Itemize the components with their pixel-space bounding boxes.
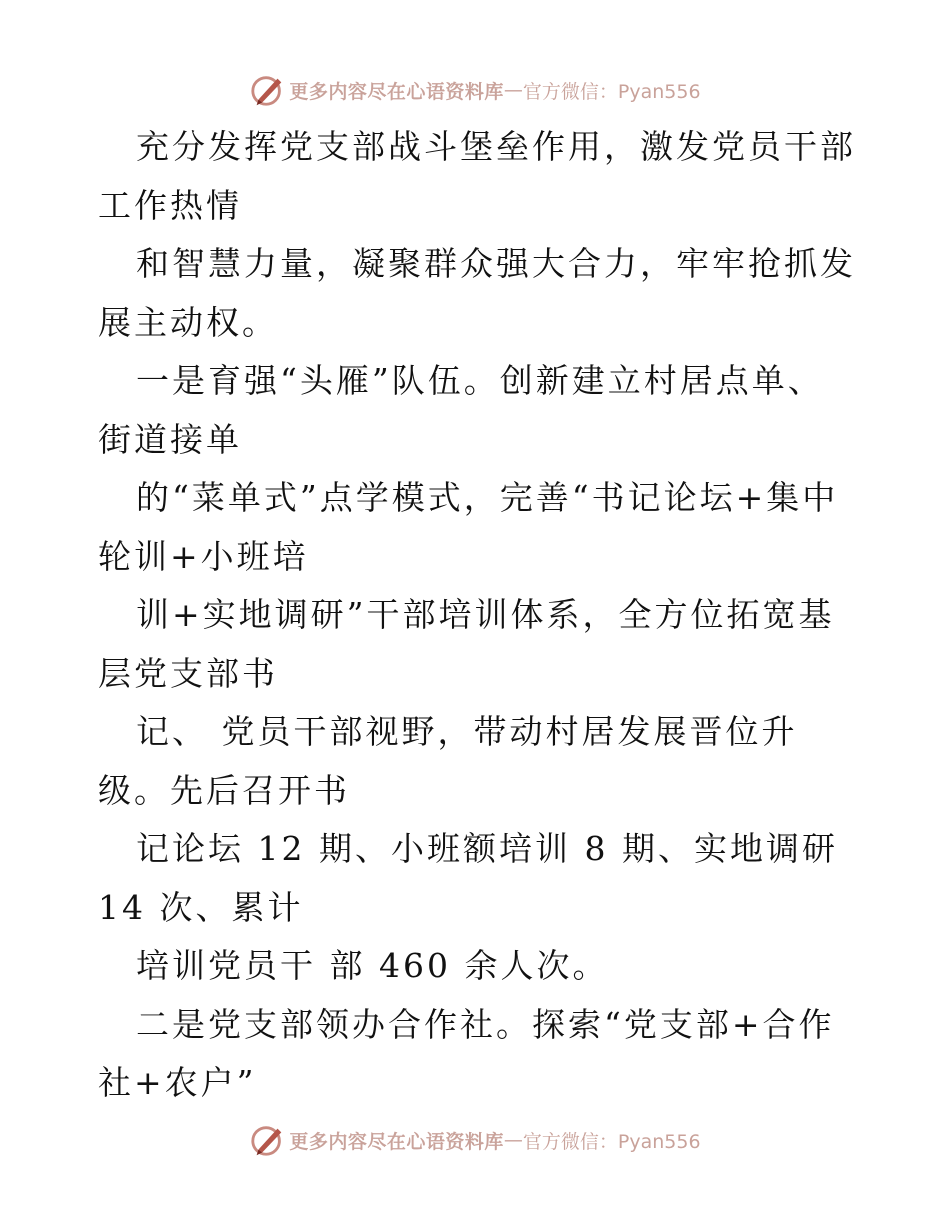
paragraph: 记论坛 12 期、小班额培训 8 期、实地调研 14 次、累计 xyxy=(98,829,838,927)
document-body xyxy=(98,118,858,1113)
paragraph: 记、 党员干部视野，带动村居发展晋位升级。先后召开书 xyxy=(98,712,798,810)
watermark-text: 更多内容尽在心语资料库 xyxy=(289,1130,504,1153)
paragraph: 一是育强“头雁”队伍。创新建立村居点单、街道接单 xyxy=(98,361,824,459)
watermark-contact: 官方微信：Pyan556 xyxy=(522,1130,701,1153)
pen-logo-icon xyxy=(249,71,287,109)
watermark-dash: — xyxy=(503,79,523,101)
paragraph: 的“菜单式”点学模式，完善“书记论坛+集中轮训+小班培 xyxy=(98,478,839,576)
paragraph: 充分发挥党支部战斗堡垒作用，激发党员干部工作热情 xyxy=(98,127,856,225)
watermark-text: 更多内容尽在心语资料库 xyxy=(289,80,504,103)
paragraph: 培训党员干 部 460 余人次。 xyxy=(136,946,609,985)
watermark-contact: 官方微信：Pyan556 xyxy=(522,80,701,103)
paragraph: 和智慧力量，凝聚群众强大合力，牢牢抢抓发展主动权。 xyxy=(98,244,856,342)
watermark-dash: — xyxy=(503,1129,523,1151)
watermark-footer xyxy=(0,1120,950,1160)
watermark-header xyxy=(0,70,950,110)
paragraph: 二是党支部领办合作社。探索“党支部+合作社+农户” xyxy=(98,1004,835,1102)
pen-logo-icon xyxy=(249,1121,287,1159)
paragraph: 训+实地调研”干部培训体系，全方位拓宽基层党支部书 xyxy=(98,595,835,693)
